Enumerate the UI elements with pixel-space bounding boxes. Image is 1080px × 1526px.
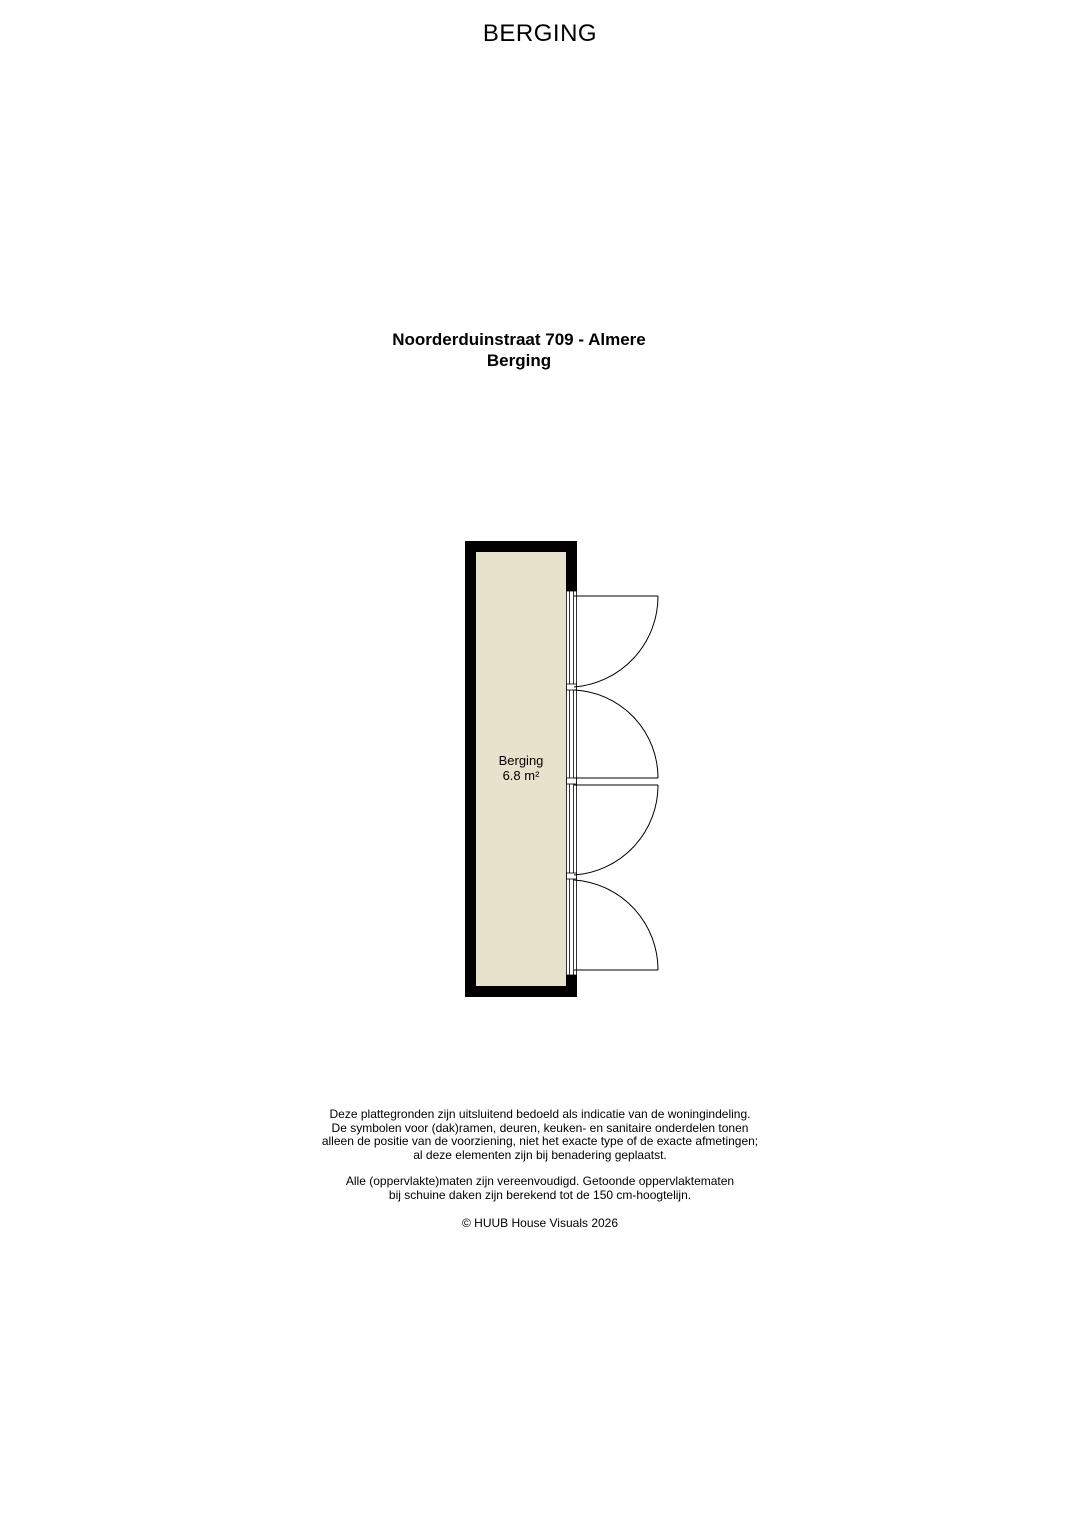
door-4: [574, 880, 658, 970]
door-3: [574, 785, 658, 875]
disclaimer: [0, 1108, 1080, 1215]
door-2: [574, 690, 658, 778]
plan-floor-name: Berging: [486, 351, 552, 370]
disclaimer-paragraph-1: [0, 1108, 1080, 1162]
door-1: [574, 596, 658, 687]
wall-left: [465, 541, 476, 997]
wall-right-upper: [566, 541, 577, 591]
page-title: BERGING: [482, 20, 598, 47]
copyright: © HUUB House Visuals 2026: [461, 1216, 619, 1230]
wall-right-lower: [566, 975, 577, 997]
disclaimer-line: alleen de positie van de voorziening, niet het exacte type of de exacte afmetingen;: [321, 1134, 759, 1148]
wall-top: [465, 541, 577, 552]
disclaimer-line: De symbolen voor (dak)ramen, deuren, keuken- en sanitaire onderdelen tonen: [331, 1120, 749, 1135]
disclaimer-line: al deze elementen zijn bij benadering geplaatst.: [413, 1147, 667, 1162]
door-swings: [574, 596, 658, 970]
disclaimer-line: bij schuine daken zijn berekend tot de 150 cm-hoogtelijn.: [388, 1187, 692, 1202]
door-frames: [567, 591, 577, 975]
room-area-label: 6.8 m²: [502, 768, 540, 783]
wall-bottom: [465, 986, 577, 997]
plan-address: Noorderduinstraat 709 - Almere: [392, 330, 646, 349]
room-name-label: Berging: [498, 753, 544, 768]
disclaimer-line: Deze plattegronden zijn uitsluitend bedoeld als indicatie van de woningindeling.: [329, 1107, 751, 1121]
disclaimer-line: Alle (oppervlakte)maten zijn vereenvoudigd. Getoonde oppervlaktematen: [345, 1174, 735, 1188]
disclaimer-paragraph-2: [0, 1175, 1080, 1202]
